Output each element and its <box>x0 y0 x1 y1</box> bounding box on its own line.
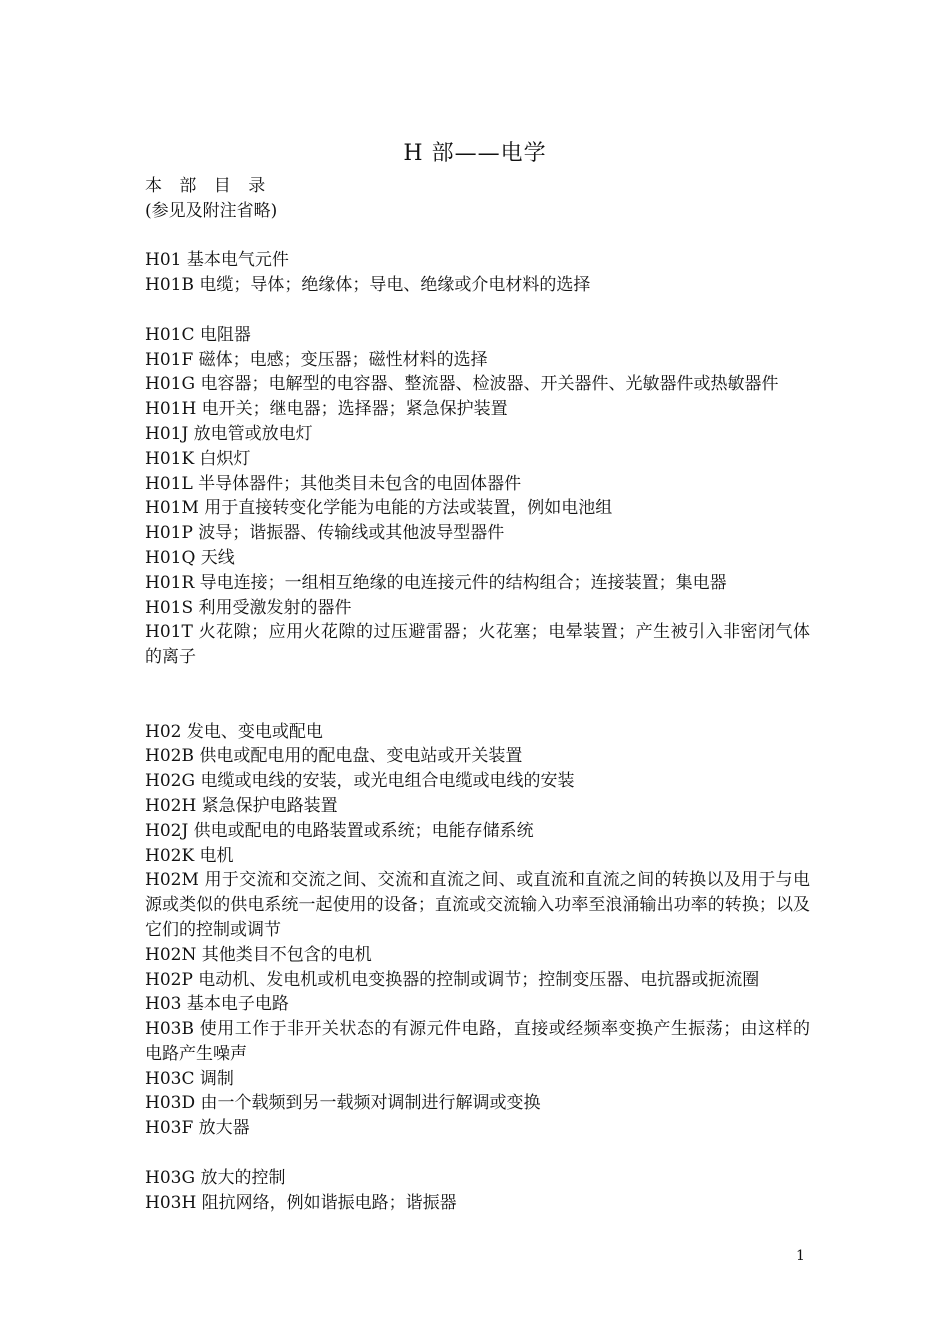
class-entry: H02H 紧急保护电路装置 <box>145 795 338 816</box>
class-entry: H01S 利用受激发射的器件 <box>145 597 352 618</box>
class-entry: H01H 电开关；继电器；选择器；紧急保护装置 <box>145 399 508 420</box>
class-entry: H01G 电容器；电解型的电容器、整流器、检波器、开关器件、光敏器件或热敏器件 <box>145 374 779 395</box>
class-entry: H01C 电阻器 <box>145 324 251 345</box>
class-entry: H02J 供电或配电的电路装置或系统；电能存储系统 <box>145 820 534 841</box>
class-entry: H02N 其他类目不包含的电机 <box>145 944 372 965</box>
class-entry: H02B 供电或配电用的配电盘、变电站或开关装置 <box>145 746 523 767</box>
toc-heading: 本 部 目 录 <box>145 176 272 196</box>
class-entry: H03C 调制 <box>145 1068 234 1089</box>
class-entry: H03B 使用工作于非开关状态的有源元件电路，直接或经频率变换产生振荡；由这样的电路产生噪声 <box>145 1019 810 1064</box>
section-h03g <box>145 1166 810 1216</box>
class-entry: H01R 导电连接；一组相互绝缘的电连接元件的结构组合；连接装置；集电器 <box>145 572 727 593</box>
class-entry: H01K 白炽灯 <box>145 448 251 469</box>
class-entry: H03G 放大的控制 <box>145 1167 286 1188</box>
class-entry: H01F 磁体；电感；变压器；磁性材料的选择 <box>145 349 488 370</box>
class-entry: H03H 阻抗网络，例如谐振电路；谐振器 <box>145 1192 457 1213</box>
class-entry: H03 基本电子电路 <box>145 994 289 1015</box>
class-entry: H01J 放电管或放电灯 <box>145 423 313 444</box>
section-h02 <box>145 720 810 1142</box>
class-entry: H01T 火花隙；应用火花隙的过压避雷器；火花塞；电晕装置；产生被引入非密闭气体的离子 <box>145 622 810 668</box>
class-entry: H01Q 天线 <box>145 547 235 568</box>
section-h01c <box>145 323 810 670</box>
section-h01 <box>145 248 810 298</box>
class-entry: H01B 电缆；导体；绝缘体；导电、绝缘或介电材料的选择 <box>145 275 591 296</box>
class-entry: H02P 电动机、发电机或机电变换器的控制或调节；控制变压器、电抗器或扼流圈 <box>145 969 760 990</box>
blank-line <box>145 1141 810 1166</box>
class-entry: H03D 由一个载频到另一载频对调制进行解调或变换 <box>145 1093 541 1114</box>
blank-line <box>145 298 810 323</box>
class-entry: H01 基本电气元件 <box>145 250 289 271</box>
page-number: 1 <box>796 1248 805 1264</box>
note-line: (参见及附注省略) <box>145 200 278 221</box>
page-title: H 部——电学 <box>403 141 547 166</box>
class-entry: H02M 用于交流和交流之间、交流和直流之间、或直流和直流之间的转换以及用于与电源或类似的供电系统一起使用的设备；直流或交流输入功率至浪涌输出功率的转换；以及它们的控制或调节 <box>145 870 810 940</box>
class-entry: H03F 放大器 <box>145 1118 250 1139</box>
class-entry: H01P 波导；谐振器、传输线或其他波导型器件 <box>145 523 505 544</box>
blank-line <box>145 670 810 720</box>
class-entry: H01L 半导体器件；其他类目未包含的电固体器件 <box>145 473 522 494</box>
class-entry: H02G 电缆或电线的安装，或光电组合电缆或电线的安装 <box>145 771 575 792</box>
class-entry: H02 发电、变电或配电 <box>145 721 323 742</box>
blank-line <box>145 224 810 249</box>
document-body <box>145 174 810 1215</box>
class-entry: H02K 电机 <box>145 845 234 866</box>
class-entry: H01M 用于直接转变化学能为电能的方法或装置，例如电池组 <box>145 498 613 519</box>
